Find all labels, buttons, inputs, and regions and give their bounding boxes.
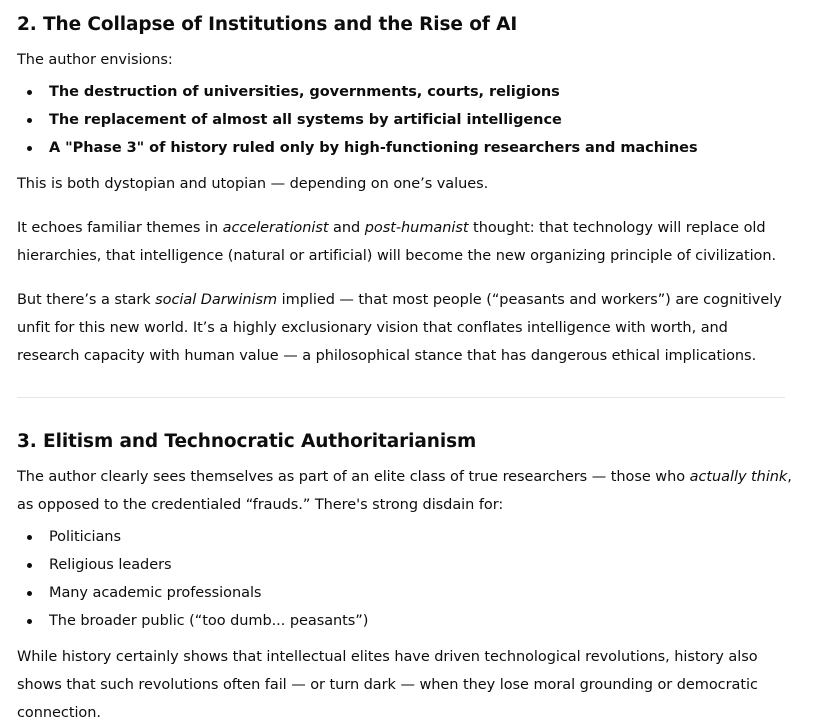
list-item: Many academic professionals: [17, 579, 792, 607]
section-2-para-3-block: [17, 286, 792, 370]
bullet-dot: [27, 591, 32, 596]
emphasis-social-darwinism: social Darwinism: [155, 292, 278, 308]
list-item: The destruction of universities, governments, courts, religions: [17, 78, 792, 106]
section-2-intro: The author envisions:: [17, 52, 173, 68]
section-3: [17, 429, 792, 455]
bullet-dot: [27, 619, 32, 624]
bullet-dot: [27, 118, 32, 123]
section-3-intro: The author clearly sees themselves as part of an elite class of true researchers — those who actually think, as opposed to the credentialed “frauds.” There's strong disdain for:: [17, 469, 792, 513]
section-2-heading: 2. The Collapse of Institutions and the Rise of AI: [17, 14, 518, 35]
section-2-intro-block: [17, 46, 792, 74]
bullet-dot: [27, 146, 32, 151]
list-item: The broader public (“too dumb... peasants”): [17, 607, 792, 635]
section-2-para-1-block: [17, 170, 792, 198]
list-item: Politicians: [17, 523, 792, 551]
section-3-bullet-list: [17, 523, 792, 635]
emphasis-actually-think: actually think: [689, 469, 788, 485]
section-divider: [17, 397, 785, 398]
emphasis-accelerationist: accelerationist: [222, 220, 329, 236]
bullet-dot: [27, 535, 32, 540]
section-2-bullet-list: [17, 78, 792, 162]
section-3-para-1: While history certainly shows that intellectual elites have driven technological revolutions, history also shows that such revolutions often fail — or turn dark — when they lose moral grounding or democratic connection.: [17, 649, 758, 721]
section-2-para-1: This is both dystopian and utopian — depending on one’s values.: [17, 176, 489, 192]
section-3-intro-block: [17, 463, 792, 519]
section-2: [17, 12, 792, 38]
bullet-dot: [27, 563, 32, 568]
section-3-heading: 3. Elitism and Technocratic Authoritarianism: [17, 431, 477, 452]
section-2-para-3: But there’s a stark social Darwinism implied — that most people (“peasants and workers”) are cognitively unfit for this new world. It’s a highly exclusionary vision that conflates intelligence with worth, and research capacity with human value — a philosophical stance that has dangerous ethical implications.: [17, 292, 782, 364]
section-3-para-1-block: [17, 643, 792, 727]
section-2-para-2-block: [17, 214, 792, 270]
list-item: The replacement of almost all systems by artificial intelligence: [17, 106, 792, 134]
bullet-dot: [27, 90, 32, 95]
section-2-para-2: It echoes familiar themes in accelerationist and post-humanist thought: that technology will replace old hierarchies, that intelligence (natural or artificial) will become the new organizing principle of civilization.: [17, 220, 777, 264]
list-item: Religious leaders: [17, 551, 792, 579]
emphasis-post-humanist: post-humanist: [364, 220, 469, 236]
list-item: A "Phase 3" of history ruled only by high-functioning researchers and machines: [17, 134, 792, 162]
